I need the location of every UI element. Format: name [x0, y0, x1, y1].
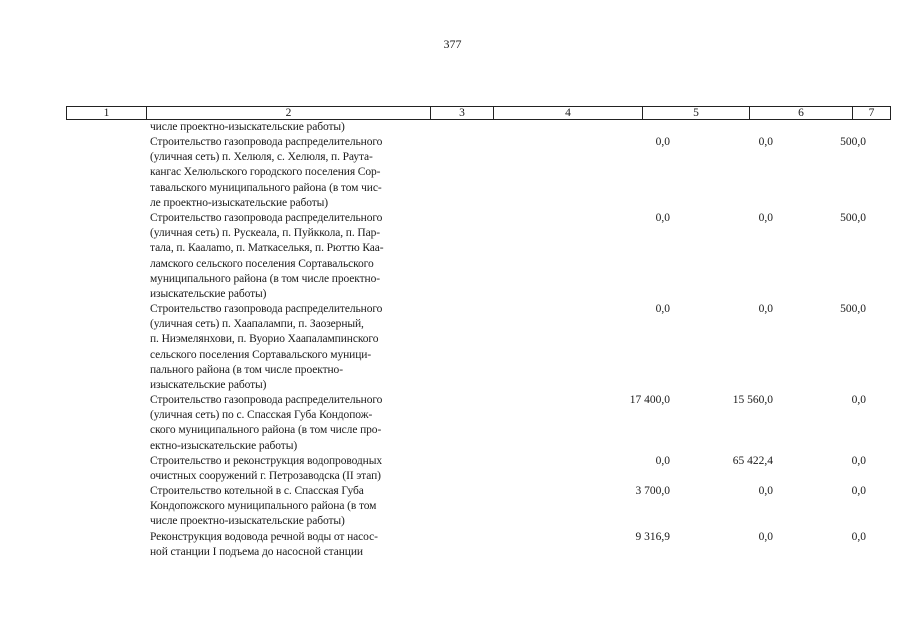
row-description: Строительство и реконструкция водопроводных очистных сооружений г. Петрозаводска (II этап)	[150, 455, 383, 483]
row-description: Реконструкция водовода речной воды от насос- ной станции I подъема до насосной станции	[150, 531, 378, 559]
row-value-col-6: 0,0	[758, 303, 773, 315]
header-col-1: 1	[67, 107, 147, 119]
header-col-6: 6	[750, 107, 853, 119]
row-value-col-7: 0,0	[851, 455, 866, 467]
row-description: Строительство газопровода распределительного (уличная сеть) п. Хелюля, с. Хелюля, п. Раута- кангас Хелюльского городского поселения Сор- тавальского муниципального района (в том чис- ле проектно-изыскательские работы)	[150, 136, 383, 209]
row-value-col-7: 0,0	[851, 394, 866, 406]
table-row	[0, 454, 905, 484]
row-value-col-6: 15 560,0	[732, 394, 773, 406]
header-col-4: 4	[494, 107, 643, 119]
row-value-col-5: 0,0	[655, 212, 670, 224]
table-row	[0, 530, 905, 561]
table-row	[0, 393, 905, 454]
header-col-3: 3	[431, 107, 494, 119]
row-value-col-5: 9 316,9	[635, 531, 670, 543]
page-number: 377	[443, 37, 462, 51]
row-value-col-7: 0,0	[851, 531, 866, 543]
row-value-col-7: 0,0	[851, 485, 866, 497]
row-value-col-5: 17 400,0	[629, 394, 670, 406]
row-value-col-7: 500,0	[840, 303, 866, 315]
row-value-col-6: 0,0	[758, 531, 773, 543]
table-row	[0, 135, 905, 211]
row-value-col-5: 0,0	[655, 455, 670, 467]
header-col-7: 7	[868, 107, 875, 119]
table-row	[0, 484, 905, 530]
table-row	[0, 211, 905, 302]
row-description: Строительство котельной в с. Спасская Губа Кондопожского муниципального района (в том числе проектно-изыскательские работы)	[150, 485, 377, 528]
row-description: числе проектно-изыскательские работы)	[150, 121, 345, 133]
table-row	[0, 120, 905, 135]
row-value-col-6: 0,0	[758, 212, 773, 224]
table-row	[0, 302, 905, 393]
table-header-row	[66, 106, 891, 120]
row-value-col-6: 0,0	[758, 136, 773, 148]
row-description: Строительство газопровода распределительного (уличная сеть) п. Хаапалампи, п. Заозерный, п. Ниэмелянхови, п. Вуорио Хаапалампинского сельского поселения Сортавальского муници- пального района (в том числе проектно- изыскательские работы)	[150, 303, 383, 392]
header-col-5: 5	[643, 107, 750, 119]
row-description: Строительство газопровода распределительного (уличная сеть) по с. Спасская Губа Кондопож- ского муниципального района (в том числе про- ектно-изыскательские работы)	[150, 394, 383, 452]
row-value-col-5: 3 700,0	[635, 485, 670, 497]
header-col-2: 2	[147, 107, 431, 119]
row-value-col-6: 65 422,4	[732, 455, 773, 467]
row-value-col-7: 500,0	[840, 212, 866, 224]
row-value-col-5: 0,0	[655, 303, 670, 315]
row-description: Строительство газопровода распределительного (уличная сеть) п. Рускеала, п. Пуйккола, п. Пар- тала, п. Каалamo, п. Маткаселькя, п. Рюттю Каа- ламского сельского поселения Сортавальского муниципального района (в том числе проектно- изыскательские работы)	[150, 212, 384, 301]
row-value-col-6: 0,0	[758, 485, 773, 497]
table-body	[0, 120, 905, 561]
row-value-col-7: 500,0	[840, 136, 866, 148]
row-value-col-5: 0,0	[655, 136, 670, 148]
